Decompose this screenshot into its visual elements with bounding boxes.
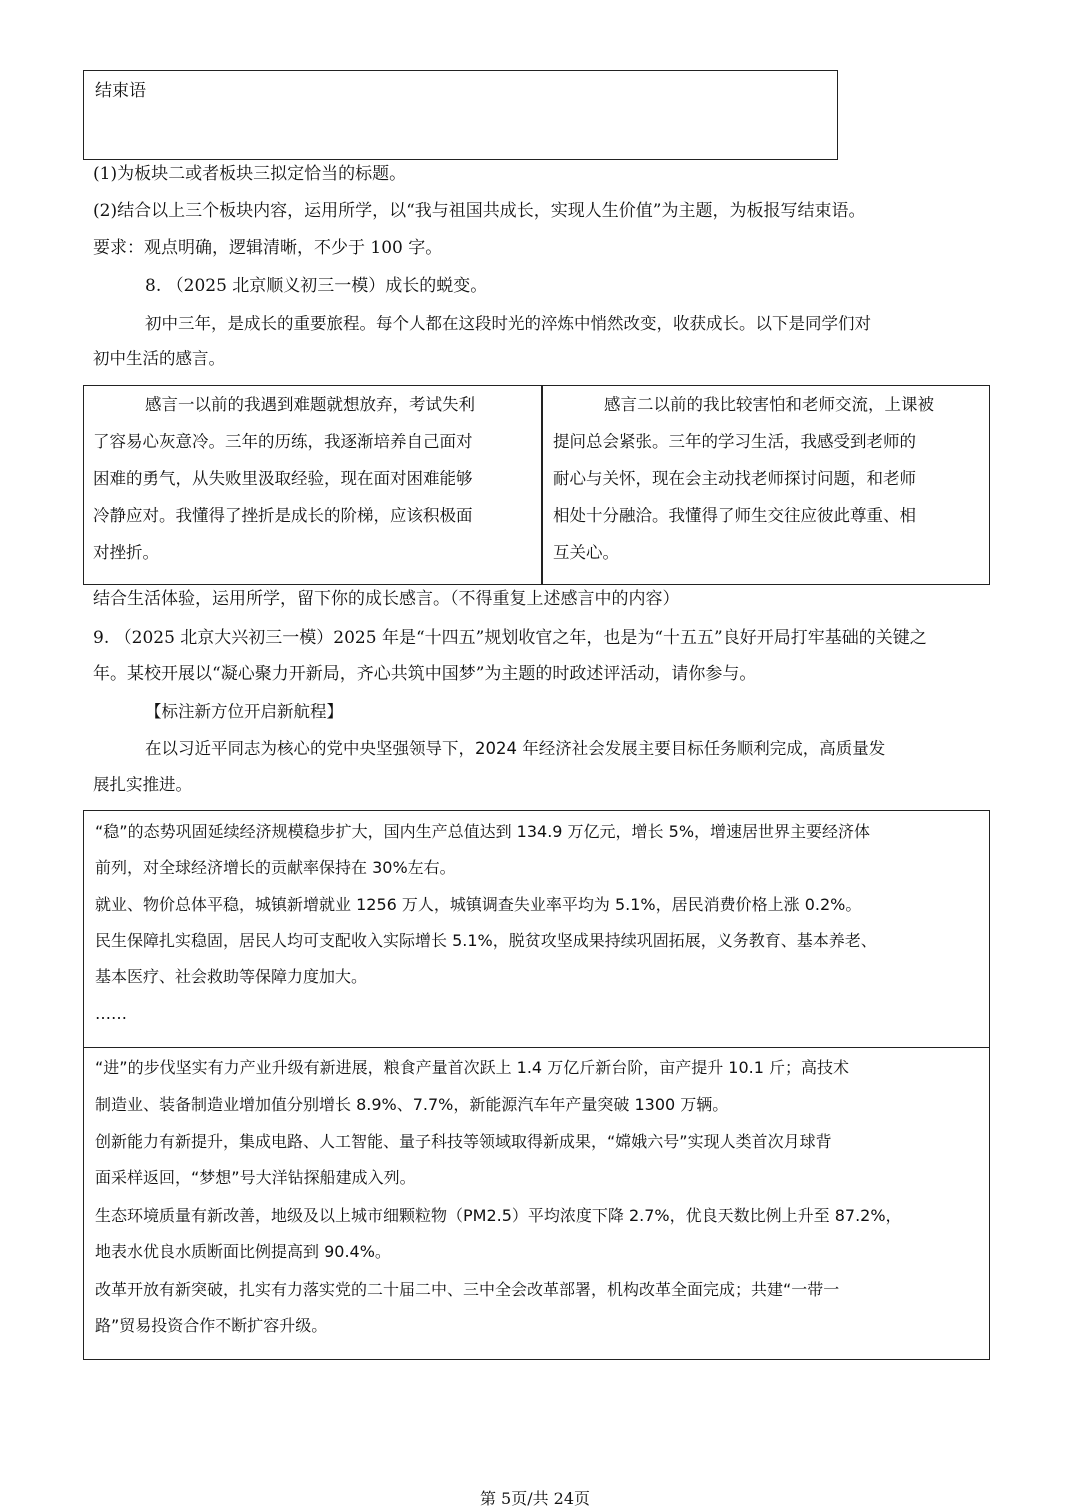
q9-line1: 9. （2025 北京大兴初三一模）2025 年是“十四五”规划收官之年，也是为“十五五”良好开局打牢基础的关键之 bbox=[93, 628, 927, 648]
progress-line: 路”贸易投资合作不断扩容升级。 bbox=[95, 1316, 328, 1335]
q8-title: 8. （2025 北京顺义初三一模）成长的蜕变。 bbox=[145, 276, 488, 296]
stability-ellipsis: …… bbox=[95, 1004, 127, 1023]
quote-left-line: 困难的勇气，从失败里汲取经验，现在面对困难能够 bbox=[93, 469, 473, 488]
stability-line: “稳”的态势巩固延续经济规模稳步扩大，国内生产总值达到 134.9 万亿元，增长 5%，增速居世界主要经济体 bbox=[95, 822, 871, 841]
q7-part2: (2)结合以上三个板块内容，运用所学，以“我与祖国共成长，实现人生价值”为主题，为板报写结束语。 bbox=[93, 201, 866, 221]
progress-line: 面采样返回，“梦想”号大洋钻探船建成入列。 bbox=[95, 1168, 416, 1187]
progress-line: 改革开放有新突破，扎实有力落实党的二十届二中、三中全会改革部署，机构改革全面完成；共建“一带一 bbox=[95, 1280, 840, 1299]
stability-line: 民生保障扎实稳固，居民人均可支配收入实际增长 5.1%，脱贫攻坚成果持续巩固拓展，义务教育、基本养老、 bbox=[95, 931, 877, 950]
q7-part1: (1)为板块二或者板块三拟定恰当的标题。 bbox=[93, 164, 407, 184]
q8-intro-line1: 初中三年，是成长的重要旅程。每个人都在这段时光的淬炼中悄然改变，收获成长。以下是同学们对 bbox=[145, 314, 871, 333]
quote-right-line: 感言二以前的我比较害怕和老师交流，上课被 bbox=[604, 395, 934, 414]
quote-left-line: 对挫折。 bbox=[93, 543, 159, 562]
q9-para-line2: 展扎实推进。 bbox=[93, 775, 192, 794]
quote-left-line: 感言一以前的我遇到难题就想放弃，考试失利 bbox=[145, 395, 475, 414]
q7-requirement: 要求：观点明确，逻辑清晰，不少于 100 字。 bbox=[93, 238, 443, 258]
progress-line: “进”的步伐坚实有力产业升级有新进展，粮食产量首次跃上 1.4 万亿斤新台阶，亩产提升 10.1 斤；高技术 bbox=[95, 1058, 849, 1077]
quote-left-line: 了容易心灰意冷。三年的历练，我逐渐培养自己面对 bbox=[93, 432, 473, 451]
quote-right-line: 相处十分融洽。我懂得了师生交往应彼此尊重、相 bbox=[553, 506, 916, 525]
q9-para-line1: 在以习近平同志为核心的党中央坚强领导下，2024 年经济社会发展主要目标任务顺利完成，高质量发 bbox=[145, 739, 886, 758]
stability-line: 前列，对全球经济增长的贡献率保持在 30%左右。 bbox=[95, 858, 456, 877]
page-number: 第 5页/共 24页 bbox=[479, 1489, 591, 1508]
q8-task: 结合生活体验，运用所学，留下你的成长感言。（不得重复上述感言中的内容） bbox=[93, 589, 680, 609]
q8-intro-line2: 初中生活的感言。 bbox=[93, 349, 225, 368]
progress-line: 地表水优良水质断面比例提高到 90.4%。 bbox=[95, 1242, 391, 1261]
q8-table-divider bbox=[541, 385, 543, 585]
progress-line: 创新能力有新提升，集成电路、人工智能、量子科技等领域取得新成果，“嫦娥六号”实现人类首次月球背 bbox=[95, 1132, 832, 1151]
stability-box bbox=[83, 810, 990, 1048]
progress-line: 生态环境质量有新改善，地级及以上城市细颗粒物（PM2.5）平均浓度下降 2.7%，优良天数比例上升至 87.2%， bbox=[95, 1206, 902, 1225]
stability-line: 基本医疗、社会救助等保障力度加大。 bbox=[95, 967, 368, 986]
quote-right-line: 耐心与关怀，现在会主动找老师探讨问题，和老师 bbox=[553, 469, 916, 488]
ending-words-box bbox=[83, 70, 838, 160]
quote-right-line: 互关心。 bbox=[553, 543, 619, 562]
q9-line2: 年。某校开展以“凝心聚力开新局，齐心共筑中国梦”为主题的时政述评活动，请你参与。 bbox=[93, 664, 757, 684]
ending-words-label: 结束语 bbox=[95, 81, 146, 101]
quote-left-line: 冷静应对。我懂得了挫折是成长的阶梯，应该积极面 bbox=[93, 506, 473, 525]
stability-line: 就业、物价总体平稳，城镇新增就业 1256 万人，城镇调查失业率平均为 5.1%，居民消费价格上涨 0.2%。 bbox=[95, 895, 862, 914]
progress-line: 制造业、装备制造业增加值分别增长 8.9%、7.7%，新能源汽车年产量突破 1300 万辆。 bbox=[95, 1095, 729, 1114]
quote-right-line: 提问总会紧张。三年的学习生活，我感受到老师的 bbox=[553, 432, 916, 451]
q9-section-title: 【标注新方位开启新航程】 bbox=[145, 702, 343, 721]
